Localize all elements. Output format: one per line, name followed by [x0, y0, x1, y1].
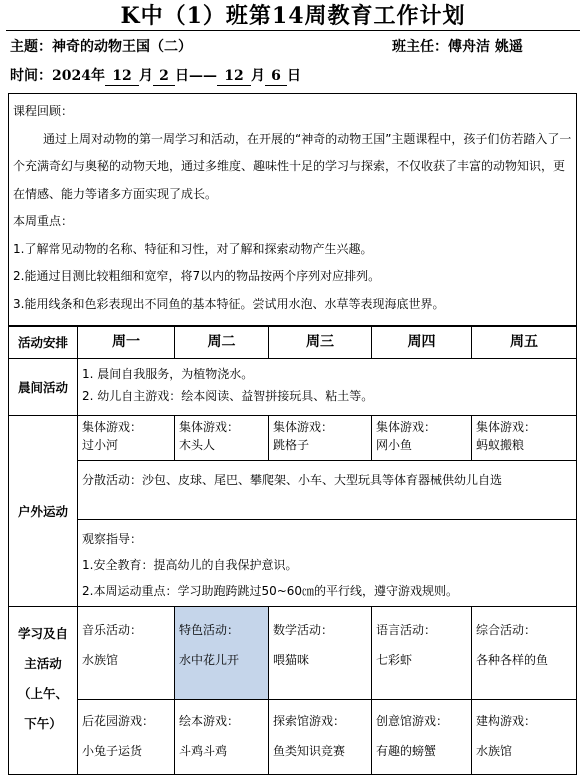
time-label: 时间： — [10, 68, 52, 84]
game-type: 集体游戏： — [179, 420, 240, 434]
activity-name: 水族馆 — [82, 653, 119, 667]
study-r2-fri — [472, 700, 576, 774]
rule-scattered-bottom — [77, 519, 576, 520]
day-header-wed: 周三 — [306, 333, 334, 350]
outdoor-game-tue — [179, 418, 267, 458]
outdoor-game-wed — [273, 418, 369, 458]
activity-type: 探索馆游戏： — [273, 714, 346, 728]
activity-name: 小兔子运货 — [82, 744, 143, 758]
day-header-fri: 周五 — [510, 333, 538, 350]
title-underline — [6, 30, 580, 31]
rule-games-bottom — [77, 460, 576, 461]
rule-game-col-3 — [371, 415, 372, 460]
outdoor-label: 户外运动 — [17, 503, 68, 519]
morning-item: 2. 幼儿自主游戏：绘本阅读、益智拼接玩具、粘土等。 — [82, 389, 374, 403]
rule-game-col-1 — [174, 415, 175, 460]
game-type: 集体游戏： — [82, 420, 143, 434]
activity-name: 鱼类知识竞赛 — [273, 744, 346, 758]
activity-type: 建构游戏： — [476, 714, 537, 728]
activity-type: 后花园游戏： — [82, 714, 155, 728]
study-label-sub: （上午、下午） — [17, 686, 68, 731]
activity-name: 斗鸡斗鸡 — [179, 744, 228, 758]
study-r2-wed — [269, 700, 371, 774]
study-r1-fri — [472, 607, 576, 699]
activity-name: 有趣的螃蟹 — [376, 744, 437, 758]
study-label — [9, 607, 77, 774]
focus-item: 3.能用线条和色彩表现出不同鱼的基本特征。尝试用水泡、水草等表现海底世界。 — [13, 296, 445, 311]
focus-item: 2.能通过目测比较粗细和宽窄，将7以内的物品按两个序列对应排列。 — [13, 269, 381, 283]
page-title: K中（1）班第14周教育工作计划 — [120, 3, 466, 29]
activity-type: 数学活动： — [273, 623, 334, 637]
rule-days-bottom — [9, 358, 576, 359]
time-year: 2024年 — [52, 68, 105, 84]
study-r1-thu — [372, 607, 471, 699]
teacher-label: 班主任： — [392, 39, 448, 55]
activity-name: 水族馆 — [476, 744, 513, 758]
guidance-item: 1.安全教育：提高幼儿的自我保护意识。 — [82, 558, 298, 572]
start-month: 12 — [105, 68, 139, 86]
activity-type: 绘本游戏： — [179, 714, 240, 728]
outdoor-game-mon — [82, 418, 172, 458]
game-type: 集体游戏： — [476, 420, 537, 434]
guidance-heading: 观察指导： — [82, 532, 143, 546]
activity-name: 喂猫咪 — [273, 653, 310, 667]
morning-label: 晨间活动 — [17, 379, 68, 395]
game-name: 蚂蚁搬粮 — [476, 438, 525, 452]
activity-name: 七彩虾 — [376, 653, 413, 667]
month-char-2: 月 — [250, 68, 265, 84]
study-r2-tue — [175, 700, 268, 774]
start-day: 2 — [153, 68, 175, 86]
teacher-line — [392, 37, 523, 57]
schedule-header-label: 活动安排 — [17, 334, 68, 350]
study-r1-tue — [175, 607, 268, 699]
study-r1-mon — [78, 607, 174, 699]
plan-table — [8, 93, 577, 775]
game-name: 跳格子 — [273, 438, 310, 452]
focus-item: 1.了解常见动物的名称、特征和习性，对了解和探索动物产生兴趣。 — [13, 241, 373, 256]
outdoor-game-fri — [476, 418, 574, 458]
game-type: 集体游戏： — [376, 420, 437, 434]
activity-type: 音乐活动： — [82, 623, 143, 637]
study-r1-wed — [269, 607, 371, 699]
outdoor-scattered: 分散活动：沙包、皮球、尾巴、攀爬架、小车、大型玩具等体育器械供幼儿自选 — [82, 473, 503, 487]
guidance-item: 2.本周运动重点：学习助跑跨跳过50~60㎝的平行线，遵守游戏规则。 — [82, 584, 459, 598]
theme-value: 神奇的动物王国（二） — [52, 39, 192, 55]
activity-type: 语言活动： — [376, 623, 437, 637]
month-char-1: 月 — [138, 68, 153, 84]
teacher-value: 傅舟洁 姚遥 — [448, 39, 523, 55]
morning-content — [82, 363, 572, 413]
activity-type: 创意馆游戏： — [376, 714, 449, 728]
review-paragraph: 通过上周对动物的第一周学习和活动，在开展的“神奇的动物王国”主题课程中，孩子们仿若踏入了一个充满奇幻与奥秘的动物天地，通过多维度、趣味性十足的学习与探索，不仅收获了丰富的动物知识，更在情感、能力等诸多方面实现了成长。 — [13, 131, 572, 201]
review-section — [13, 98, 572, 323]
theme-label: 主题： — [10, 39, 52, 55]
activity-name: 水中花儿开 — [179, 653, 240, 667]
activity-type: 特色活动： — [179, 623, 240, 637]
day-header-mon: 周一 — [112, 333, 140, 350]
theme-line — [10, 37, 192, 57]
day-header-tue: 周二 — [207, 333, 236, 350]
end-day: 6 — [265, 68, 287, 86]
study-r2-mon — [78, 700, 174, 774]
game-name: 过小河 — [82, 438, 119, 452]
game-type: 集体游戏： — [273, 420, 334, 434]
morning-item: 1. 晨间自我服务，为植物浇水。 — [82, 367, 254, 381]
study-label-main: 学习及自主活动 — [17, 626, 68, 671]
focus-heading: 本周重点： — [13, 214, 74, 228]
game-name: 木头人 — [179, 438, 216, 452]
outdoor-game-thu — [376, 418, 470, 458]
activity-type: 综合活动： — [476, 623, 537, 637]
time-line — [10, 66, 301, 86]
rule-game-col-4 — [471, 415, 472, 460]
rule-game-col-2 — [268, 415, 269, 460]
day-header-thu: 周四 — [407, 333, 436, 350]
review-heading: 课程回顾： — [13, 104, 74, 118]
rule-morning-bottom — [9, 415, 576, 416]
activity-name: 各种各样的鱼 — [476, 653, 549, 667]
end-month: 12 — [217, 68, 251, 86]
day-char-2: 日 — [286, 68, 301, 84]
study-r2-thu — [372, 700, 471, 774]
outdoor-guidance — [82, 526, 572, 604]
game-name: 网小鱼 — [376, 438, 413, 452]
day-char-1: 日—— — [174, 68, 217, 84]
